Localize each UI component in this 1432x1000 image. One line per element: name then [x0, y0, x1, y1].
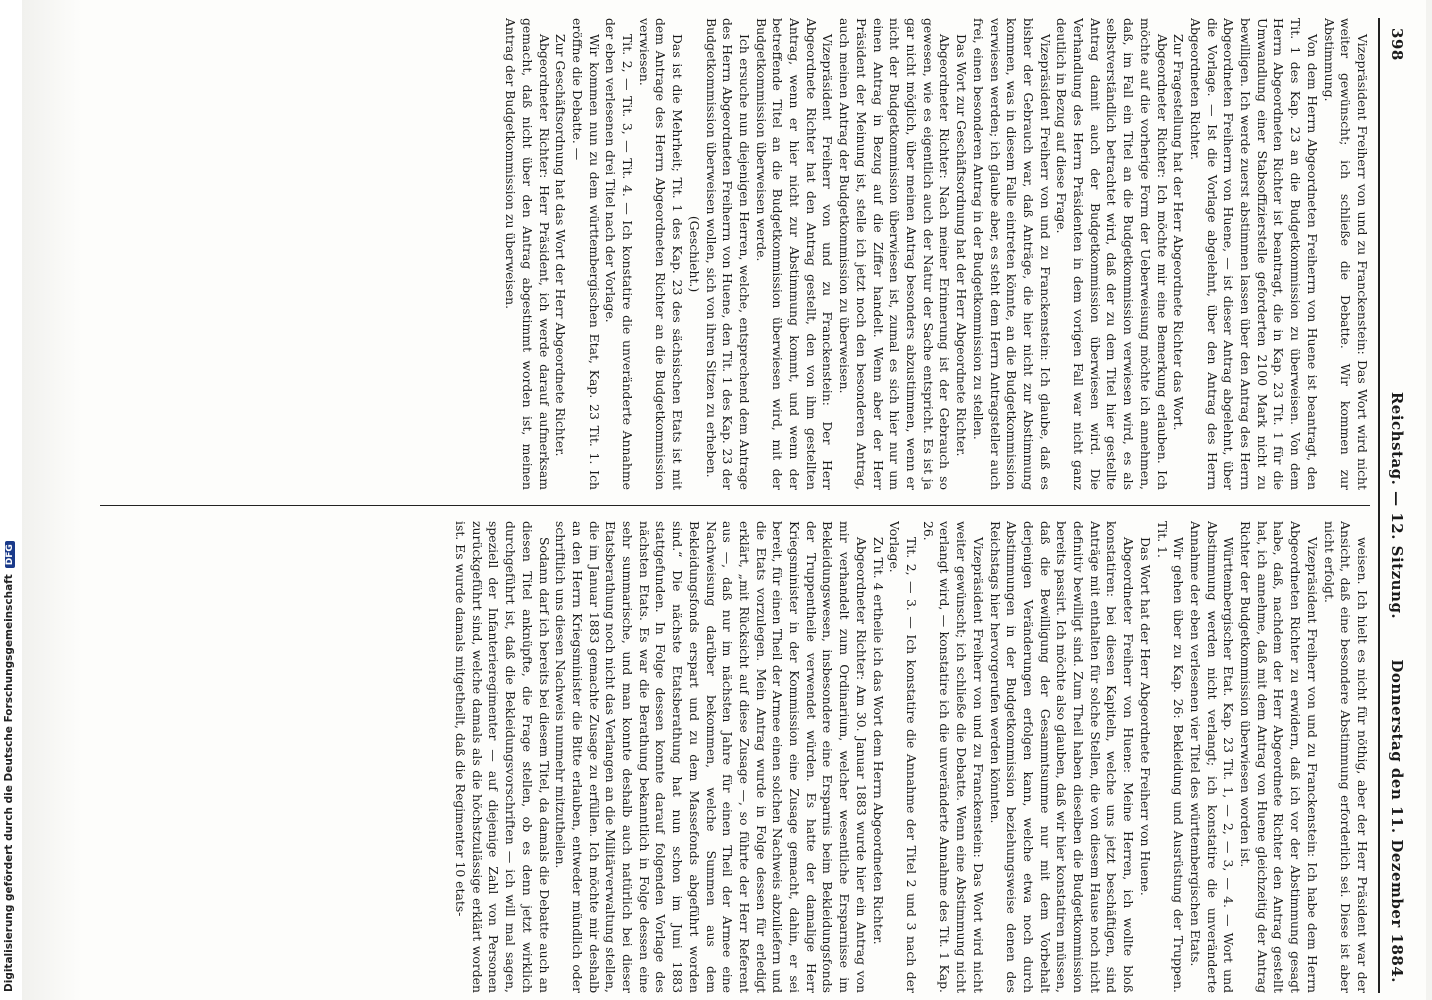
credit-text: Digitalisierung gefördert durch die Deutsche Forschungsgemeinschaft	[3, 574, 15, 992]
paragraph: weisen. Ich hielt es nicht für nöthig, aber der Herr Präsident war der Ansicht, daß eine besondere Abstimmung erforderlich sei. Diese ist aber nicht erfolgt.	[1321, 521, 1370, 993]
digitization-credit-strip	[0, 0, 23, 1000]
dfg-logo: DFG	[5, 541, 15, 568]
paragraph: Das Wort hat der Herr Abgeordnete Freiherr von Huene.	[1137, 537, 1153, 896]
paragraph: Das Wort zur Geschäftsordnung hat der Herr Abgeordnete Richter.	[954, 34, 970, 457]
column-divider	[100, 505, 1370, 506]
paragraph: Abgeordneter Richter: Am 30. Januar 1883 wurde hier ein Antrag von mir verhandelt zum Ordinarium, welcher wesentliche Ersparnisse im Bekleidungswesen, insbesondere eine Ersparnis beim Bekleidungsfonds der Truppentheile verwendet würden. Es hatte der damalige Herr Kriegsminister in der Kommission eine Zusage gemacht, dahin, er sei bereit, für einen Theil der Armee einen solchen Nachweis abzuliefern und die Etats vorzulegen. Mein Antrag wurde in Folge dessen für erledigt erklärt, „mit Rücksicht auf diese Zusage —, so führte der Herr Referent aus —, daß nur im nächsten Jahre für einen Theil der Armee eine Nachweisung darüber bekommen, welche Summen aus dem Bekleidungsfonds erspart und zu dem Massefonds abgeführt worden sind.“ Die nächste Etatsberathung hat nun schon im Juni 1883 stattgefunden. In Folge dessen konnte darauf folgenden Vorlage des nächsten Etats. Es war die Berathung bekanntlich in Folge dessen eine sehr summarische, und man konnte deshalb auch natürlich bei dieser Etatsberathung noch nicht das Verlangen an die Militärverwaltung stellen, die im Januar 1883 gemachte Zusage zu erfüllen. Ich möchte mir deshalb an den Herrn Kriegsminister die Bitte erlauben, entweder mündlich oder schriftlich uns diesen Nachweis nunmehr mitzutheilen.	[553, 521, 869, 993]
paragraph: Von dem Herrn Abgeordneten Freiherrn von Huene ist beantragt, den Tit. 1 des Kap. 23 an die Budgetkommission zu überweisen. Von dem Herrn Abgeordneten Richter ist beantragt, die in Kap. 23 Tit. 1 für die Umwandlung einer Stabsoffizierstelle geforderten 2100 Mark nicht zu bewilligen. Ich werde zuerst abstimmen lassen über den Antrag des Herrn Abgeordneten Freiherrn von Huene, — ist dieser Antrag abgelehnt, über die Vorlage. — Ist die Vorlage abgelehnt, über den Antrag des Herrn Abgeordneten Richter.	[1187, 18, 1320, 490]
paragraph: Sodann darf ich bereits bei diesem Titel, da damals die Debatte auch an diesen Titel anknüpfte, die Frage stellen, ob es denn jetzt wirklich durchgeführt ist, daß die Bekleidungsvorschriften — ich will mal sagen, speziell der Infanterieregimenter — auf diejenige Zahl von Personen zurückgeführt sind, welche damals als die höchstzulässige erklärt worden ist. Es wurde damals mitgetheilt, daß die Regimenter 10 etats-	[453, 521, 552, 993]
paragraph: Vizepräsident Freiherr von und zu Franckenstein: Ich habe dem Herrn Abgeordneten Richter zu erwidern, daß ich vor der Abstimmung gesagt habe, daß, nachdem der Herr Abgeordnete Richter den Antrag gestellt hat, ich annehme, daß mit dem Antrag von Huene gleichzeitig der Antrag Richter der Budgetkommission überwiesen worden ist.	[1238, 521, 1320, 993]
scan-gutter-shadow	[22, 0, 82, 1000]
paragraph: Zu Tit. 4 ertheile ich das Wort dem Herrn Abgeordneten Richter.	[870, 537, 886, 945]
paragraph: Abgeordneter Richter: Ich möchte mir eine Bemerkung erlauben. Ich möchte auf die vorherige Form der Ueberweisung möchte ich annehmen, daß, im Fall ein Titel an die Budgetkommission verwiesen wird, es als selbstverständlich betrachtet wird, daß der zu dem Titel hier gestellte Antrag damit auch der Budgetkommission überwiesen wird. Die Verhandlung des Herrn Präsidenten in dem vorigen Fall war nicht ganz deutlich in Bezug auf diese Frage.	[1054, 18, 1170, 490]
paragraph: Abgeordneter Richter: Nach meiner Erinnerung ist der Gebrauch so gewesen, wie es eigentlich auch der Natur der Sache entspricht. Es ist ja gar nicht möglich, über meinen Antrag besonders abzustimmen, wenn er nicht der Budgetkommission überwiesen ist, zumal es sich hier nur um einen Antrag in Bezug auf die Ziffer handelt. Wenn aber der Herr Präsident der Meinung ist, stelle ich jetzt noch den besonderen Antrag, auch meinen Antrag der Budgetkommission zu überweisen.	[837, 18, 953, 490]
page-header	[1380, 18, 1410, 993]
paragraph: Wir gehen über zu Kap. 26: Bekleidung und Ausrüstung der Truppen. Tit. 1.	[1154, 521, 1187, 993]
paragraph: Vizepräsident Freiherr von und zu Franckenstein: Ich glaube, daß es bisher der Gebrauch war, daß Anträge, die hier nicht zur Abstimmung kommen, was in diesem Falle eintreten könnte, an die Budgetkommission verwiesen werden; ich glaube aber, es steht dem Herrn Antragsteller auch frei, einen besonderen Antrag in der Budgetkommission zu stellen.	[970, 18, 1053, 490]
paragraph: Württembergischer Etat. Kap. 23 Tit. 1, — 2, — 3, — 4. — Wort und Abstimmung werden nicht verlangt; ich konstatire die unveränderte Annahme der eben verlesenen vier Titel des württembergischen Etats.	[1187, 521, 1237, 993]
header-title: Reichstag. — 12. Sitzung.	[1388, 391, 1406, 620]
paragraph: Tit. 2, — 3. — Ich konstatire die Annahme der Titel 2 und 3 nach der Vorlage.	[887, 521, 920, 993]
paragraph: Vizepräsident Freiherr von und zu Franckenstein: Das Wort wird nicht weiter gewünscht; ich schließe die Debatte. Wenn eine Abstimmung nicht verlangt wird, — konstatire ich die unveränderte Annahme des Tit. 1 Kap. 26.	[920, 521, 986, 993]
page-number: 398	[1388, 28, 1406, 61]
paragraph: Zur Fragestellung hat der Herr Abgeordnete Richter das Wort.	[1171, 34, 1187, 431]
header-rule	[1378, 18, 1380, 993]
paragraph: Zur Geschäftsordnung hat das Wort der Herr Abgeordnete Richter.	[553, 34, 569, 457]
paragraph: Vizepräsident Freiherr von und zu Franckenstein: Das Wort wird nicht weiter gewünscht; ich schließe die Debatte. Wir kommen zur Abstimmung.	[1321, 18, 1370, 490]
paragraph: Ich ersuche nun diejenigen Herren, welche, entsprechend dem Antrage des Herrn Abgeordneten Freiherrn von Huene, den Tit. 1 des Kap. 23 der Budgetkommission überweisen wollen, sich von ihren Sitzen zu erheben.	[703, 18, 752, 490]
paragraph: Abgeordneter Freiherr von Huene: Meine Herren, ich wollte bloß konstatiren: bei diesen Kapiteln, welche uns jetzt beschäftigen, sind Anträge mit enthalten für solche Stellen, die von diesem Hause noch nicht definitiv bewilligt sind. Zum Theil haben dieselben die Budgetkommission bereits passirt. Ich möchte also glauben, daß wir hier konstatiren müssen, daß die Bewilligung der Gesammtsumme nur mit dem Vorbehalt derjenigen Veränderungen erfolgen kann, welche etwa noch durch Abstimmungen in der Budgetkommission beziehungsweise denen des Reichstags hier hervorgerufen werden könnten.	[987, 521, 1137, 993]
left-column	[100, 18, 1370, 490]
paragraph: Tit. 2, — Tit. 3, — Tit. 4. — Ich konstatire die unveränderte Annahme der eben verlesenen drei Titel nach der Vorlage.	[603, 18, 636, 490]
stage-direction: (Geschieht.)	[686, 215, 702, 293]
right-column	[100, 521, 1370, 993]
rotated-page-content	[90, 18, 1410, 993]
page-edge	[1426, 0, 1432, 1000]
header-date: Donnerstag den 11. Dezember 1884.	[1388, 659, 1406, 983]
digitization-credit	[3, 32, 15, 992]
paragraph: Das ist die Mehrheit; Tit. 1 des Kap. 23 des sächsischen Etats ist mit dem Antrage des Herrn Abgeordneten Richter an die Budgetkommission verwiesen.	[636, 18, 686, 490]
rotated-page-wrapper	[90, 18, 1410, 993]
paragraph: Abgeordneter Richter: Herr Präsident, ich werde darauf aufmerksam gemacht, daß nicht über den Antrag abgestimmt worden ist, meinen Antrag der Budgetkommission zu überweisen.	[503, 18, 552, 490]
paragraph: Wir kommen nun zu dem württembergischen Etat, Kap. 23 Tit. 1. Ich eröffne die Debatte. —	[569, 18, 602, 490]
paragraph: Vizepräsident Freiherr von und zu Franckenstein: Der Herr Abgeordnete Richter hat den Antrag gestellt, den von ihm gestellten Antrag, wenn er hier nicht zur Abstimmung kommt, und wenn der betreffende Titel an die Budgetkommission überwiesen wird, mit der Budgetkommission überweisen werde.	[753, 18, 836, 490]
